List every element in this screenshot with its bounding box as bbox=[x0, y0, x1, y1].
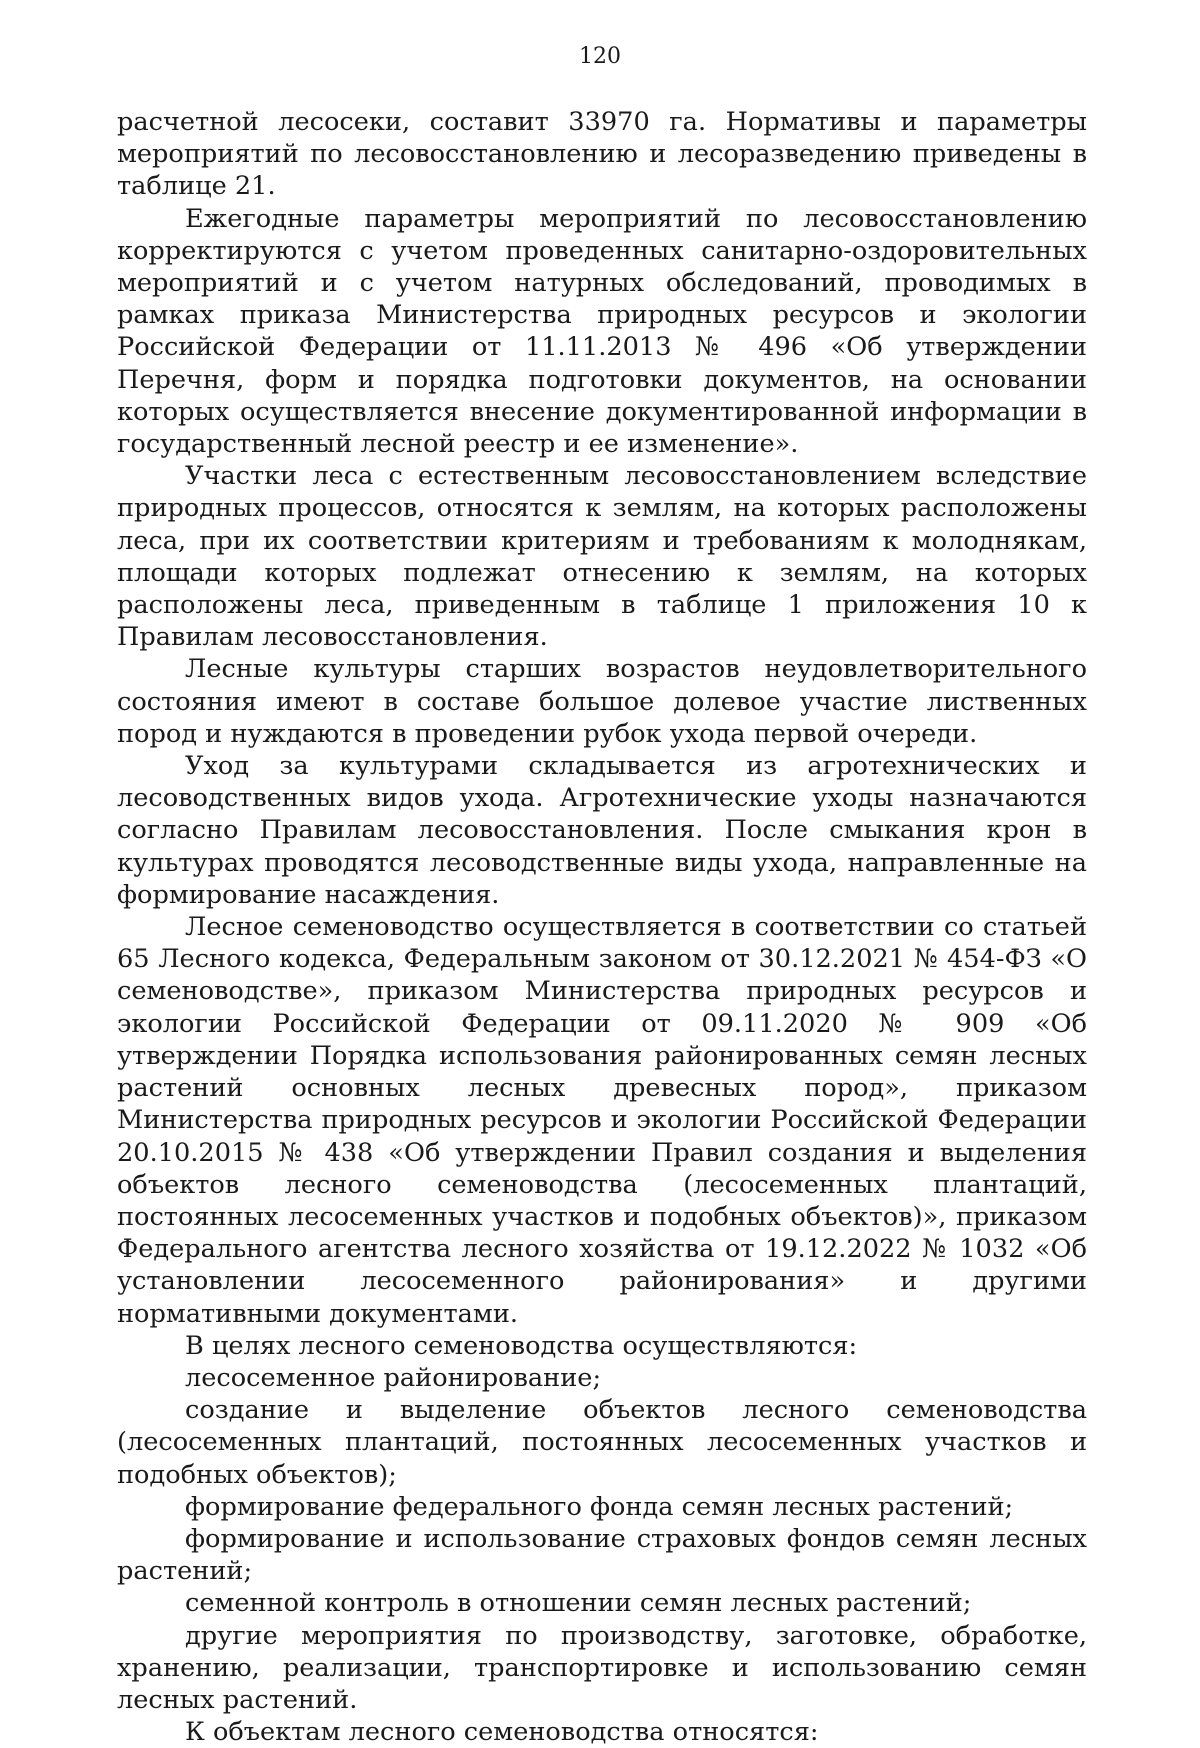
list-item: семенной контроль в отношении семян лесных растений; bbox=[185, 1588, 972, 1619]
paragraph-1: расчетной лесосеки, составит 33970 га. Нормативы и параметры мероприятий по лесовосстановлению и лесоразведению приведены в таблице 21. bbox=[117, 107, 1087, 202]
paragraph-2: Ежегодные параметры мероприятий по лесовосстановлению корректируются с учетом проведенных санитарно-оздоровительных мероприятий и с учетом натурных обследований, проводимых в рамках приказа Министерства природных ресурсов и экологии Российской Федерации от 11.11.2013 № 496 «Об утверждении Перечня, форм и порядка подготовки документов, на основании которых осуществляется внесение документированной информации в государственный лесной реестр и ее изменение». bbox=[117, 203, 1087, 460]
paragraph-6: Лесное семеноводство осуществляется в соответствии со статьей 65 Лесного кодекса, Федеральным законом от 30.12.2021 № 454-ФЗ «О семеноводстве», приказом Министерства природных ресурсов и экологии Российской Федерации от 09.11.2020 № 909 «Об утверждении Порядка использования районированных семян лесных растений основных лесных древесных пород», приказом Министерства природных ресурсов и экологии Российской Федерации 20.10.2015 № 438 «Об утверждении Правил создания и выделения объектов лесного семеноводства (лесосеменных плантаций, постоянных лесосеменных участков и подобных объектов)», приказом Федерального агентства лесного хозяйства от 19.12.2022 № 1032 «Об установлении лесосеменного районирования» и другими нормативными документами. bbox=[117, 912, 1087, 1329]
list-item: формирование федерального фонда семян лесных растений; bbox=[185, 1491, 1014, 1522]
list-item: создание и выделение объектов лесного семеноводства (лесосеменных плантаций, постоянных лесосеменных участков и подобных объектов); bbox=[117, 1395, 1087, 1490]
paragraph-5: Уход за культурами складывается из агротехнических и лесоводственных видов ухода. Агротехнические уходы назначаются согласно Правилам лесовосстановления. После смыкания крон в культурах проводятся лесоводственные виды ухода, направленные на формирование насаждения. bbox=[117, 751, 1087, 910]
paragraph-3: Участки леса с естественным лесовосстановлением вследствие природных процессов, относятся к землям, на которых расположены леса, при их соответствии критериям и требованиям к молоднякам, площади которых подлежат отнесению к землям, на которых расположены леса, приведенным в таблице 1 приложения 10 к Правилам лесовосстановления. bbox=[117, 461, 1087, 653]
body-text bbox=[117, 106, 1087, 1748]
page-number: 120 bbox=[579, 44, 621, 69]
paragraph-4: Лесные культуры старших возрастов неудовлетворительного состояния имеют в составе большое долевое участие лиственных пород и нуждаются в проведении рубок ухода первой очереди. bbox=[117, 654, 1087, 749]
list-item: другие мероприятия по производству, заготовке, обработке, хранению, реализации, транспортировке и использованию семян лесных растений. bbox=[117, 1620, 1087, 1715]
list-intro: В целях лесного семеноводства осуществляются: bbox=[185, 1330, 858, 1361]
closing-paragraph: К объектам лесного семеноводства относятся: bbox=[185, 1717, 819, 1748]
list-item: формирование и использование страховых фондов семян лесных растений; bbox=[117, 1523, 1087, 1587]
list-item: лесосеменное районирование; bbox=[185, 1362, 602, 1393]
